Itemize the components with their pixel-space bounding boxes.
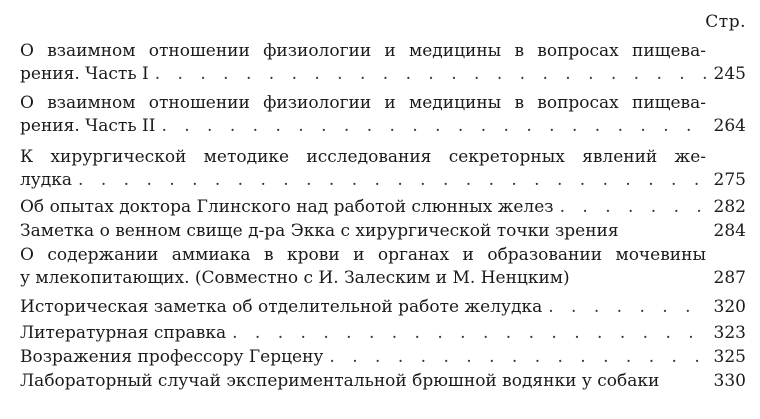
toc-entry-last-line xyxy=(20,196,746,219)
toc-entry[interactable] xyxy=(20,146,746,192)
toc-entry-last-line xyxy=(20,346,746,369)
toc-entry-title: лудка xyxy=(20,170,73,190)
toc-entry-line: О взаимном отношении физиологии и медицины в вопросах пищева- xyxy=(20,41,706,61)
toc-page-number: 323 xyxy=(713,323,746,343)
toc-entry-last-line xyxy=(20,220,746,243)
toc-page-number: 320 xyxy=(713,297,746,317)
toc-page-number: 325 xyxy=(713,347,746,367)
toc-page-number: 264 xyxy=(713,116,746,136)
toc-entry-title: рения. Часть II xyxy=(20,116,156,136)
toc-entry[interactable] xyxy=(20,40,746,86)
toc-entry[interactable] xyxy=(20,244,746,290)
toc-entry-line: О взаимном отношении физиологии и медицины в вопросах пищева- xyxy=(20,93,706,113)
toc-page-number: 330 xyxy=(713,371,746,391)
toc-entry[interactable] xyxy=(20,220,746,243)
toc-entry[interactable] xyxy=(20,296,746,319)
toc-entry[interactable] xyxy=(20,196,746,219)
toc-entry-last-line xyxy=(20,267,746,290)
toc-entry-title: у млекопитающих. (Совместно с И. Залеским и М. Ненцким) xyxy=(20,268,570,288)
toc-page-number: 275 xyxy=(713,170,746,190)
dot-leader xyxy=(329,346,706,369)
toc-page-number: 245 xyxy=(713,64,746,84)
toc-entry-last-line xyxy=(20,296,746,319)
toc-entry-title: Литературная справка xyxy=(20,323,227,343)
toc-entry[interactable] xyxy=(20,346,746,369)
dot-leader xyxy=(161,115,706,138)
toc-entry[interactable] xyxy=(20,322,746,345)
toc-entry-title: рения. Часть I xyxy=(20,64,149,84)
dot-leader xyxy=(78,169,706,192)
toc-page-number: 282 xyxy=(713,197,746,217)
toc-entry-last-line xyxy=(20,169,746,192)
toc-entry-title: Возражения профессору Герцену xyxy=(20,347,324,367)
toc-page-number: 284 xyxy=(713,221,746,241)
toc-entry-title: Лабораторный случай экспериментальной брюшной водянки у собаки xyxy=(20,371,660,391)
dot-leader xyxy=(155,63,706,86)
toc-entry-last-line xyxy=(20,115,746,138)
toc-entry-title: Историческая заметка об отделительной работе желудка xyxy=(20,297,543,317)
toc-page-number: 287 xyxy=(713,268,746,288)
toc-entry-title: Заметка о венном свище д-ра Экка с хирургической точки зрения xyxy=(20,221,619,241)
toc-entry[interactable] xyxy=(20,370,746,393)
dot-leader xyxy=(232,322,706,345)
toc-entry-last-line xyxy=(20,370,746,393)
toc-entry-last-line xyxy=(20,63,746,86)
dot-leader xyxy=(560,196,706,219)
toc-entry-last-line xyxy=(20,322,746,345)
toc-entry-line: О содержании аммиака в крови и органах и образовании мочевины xyxy=(20,245,706,265)
toc-entry[interactable] xyxy=(20,92,746,138)
page-column-header: Стр. xyxy=(705,12,746,32)
toc-entry-line: К хирургической методике исследования секреторных явлений же- xyxy=(20,147,706,167)
dot-leader xyxy=(548,296,706,319)
toc-entry-title: Об опытах доктора Глинского над работой слюнных желез xyxy=(20,197,554,217)
